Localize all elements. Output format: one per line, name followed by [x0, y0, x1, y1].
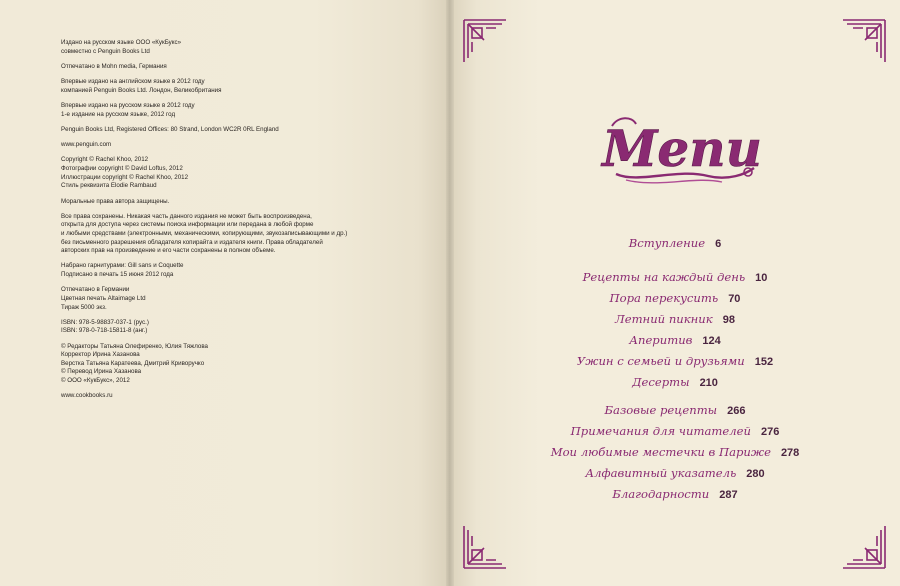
toc-entry-label: Примечания для читателей	[570, 424, 751, 438]
imprint-line: Набрано гарнитурами: Gill sans и Coquette	[61, 262, 184, 270]
toc-entry-page-number: 6	[715, 238, 722, 250]
imprint-line: 1-е издание на русском языке, 2012 год	[61, 110, 176, 118]
toc-entry-page-number: 124	[702, 335, 721, 347]
imprint-line: Моральные права автора защищены.	[61, 197, 170, 205]
imprint-line: Цветная печать Altaimage Ltd	[61, 294, 146, 302]
toc-entry-page-number: 70	[728, 293, 741, 305]
toc-entry[interactable]	[540, 375, 810, 395]
toc-entry[interactable]	[540, 333, 810, 353]
toc-entry-page-number: 152	[754, 356, 774, 368]
toc-entry-label: Рецепты на каждый день	[582, 270, 746, 284]
imprint-line: ISBN: 978-5-98837-037-1 (рус.)	[61, 318, 149, 326]
imprint-paragraph	[61, 213, 361, 256]
imprint-paragraph	[61, 63, 361, 72]
imprint-line: Верстка Татьяна Каратеева, Дмитрий Криворучко	[61, 359, 205, 367]
imprint-line: © Перевод Ирина Хазанова	[61, 368, 142, 376]
corner-ornament-top-right-icon	[841, 18, 887, 64]
toc-entry-label: Благодарности	[612, 487, 710, 501]
imprint-line: без письменного разрешения обладателя копирайта и издателя книги. Права обладателей	[61, 238, 323, 246]
toc-entry[interactable]	[540, 466, 810, 486]
imprint-line: Корректор Ирина Хазанова	[61, 351, 140, 359]
toc-entry[interactable]	[540, 291, 810, 311]
imprint-paragraph	[61, 102, 361, 119]
toc-entry[interactable]	[540, 487, 810, 507]
imprint-line: Отпечатано в Mohn media, Германия	[61, 62, 167, 70]
imprint-paragraph	[61, 156, 361, 190]
imprint-line: www.penguin.com	[61, 141, 112, 149]
imprint-line: компанией Penguin Books Ltd. Лондон, Великобритания	[61, 86, 222, 94]
imprint-line: Издано на русском языке ООО «КукБукс»	[61, 39, 182, 46]
toc-entry-page-number: 98	[722, 314, 735, 326]
toc-entry-label: Аперитив	[629, 333, 693, 347]
imprint-line: Copyright © Rachel Khoo, 2012	[61, 156, 149, 164]
toc-entry-label: Базовые рецепты	[604, 403, 718, 417]
imprint-paragraph	[61, 126, 361, 135]
imprint-line: Стиль реквизита Elodie Rambaud	[61, 182, 157, 190]
imprint-line: и любыми средствами (электронными, механическими, копирующими, звукозаписывающими и др.)	[61, 230, 348, 237]
imprint-line: © ООО «КукБукс», 2012	[61, 377, 130, 385]
toc-entry[interactable]	[540, 445, 810, 465]
toc-entry-page-number: 278	[780, 447, 800, 459]
imprint-paragraph	[61, 286, 361, 312]
imprint-line: Фотографии copyright © David Loftus, 2012	[61, 165, 183, 173]
imprint-line: Впервые издано на английском языке в 2012 году	[61, 78, 205, 86]
imprint-paragraph	[61, 262, 361, 279]
toc-entry-label: Вступление	[628, 236, 706, 250]
imprint-text	[61, 39, 361, 408]
imprint-line: www.cookbooks.ru	[61, 392, 113, 400]
toc-entry-page-number: 287	[719, 489, 738, 501]
imprint-paragraph	[61, 198, 361, 207]
imprint-paragraph	[61, 39, 361, 56]
toc-entry[interactable]	[540, 354, 810, 374]
imprint-line: Отпечатано в Германии	[61, 286, 130, 294]
book-gutter	[446, 0, 454, 586]
menu-title-text: Menu	[602, 119, 762, 178]
toc-entry-label: Алфавитный указатель	[585, 466, 737, 480]
imprint-paragraph	[61, 141, 361, 150]
toc-entry[interactable]	[540, 403, 810, 423]
toc-entry-page-number: 276	[760, 426, 780, 438]
toc-entry[interactable]	[540, 312, 810, 332]
corner-ornament-top-left-icon	[462, 18, 508, 64]
imprint-paragraph	[61, 78, 361, 95]
toc-entry[interactable]	[540, 270, 810, 290]
toc-entry-label: Десерты	[632, 375, 690, 389]
toc-entry-page-number: 10	[755, 272, 768, 284]
imprint-line: Penguin Books Ltd, Registered Offices: 80 Strand, London WC2R 0RL England	[61, 125, 279, 133]
imprint-line: ISBN: 978-0-718-15811-8 (анг.)	[61, 327, 148, 335]
imprint-line: открыта для доступа через системы поиска информации или передана в любой форме	[61, 221, 314, 229]
toc-entry[interactable]	[540, 424, 810, 444]
imprint-line: Подписано в печать 15 июня 2012 года	[61, 271, 174, 279]
toc-entry-page-number: 266	[727, 405, 746, 417]
imprint-paragraph	[61, 343, 361, 386]
imprint-line: совместно с Penguin Books Ltd	[61, 47, 150, 55]
imprint-paragraph	[61, 319, 361, 336]
toc-entry-page-number: 210	[699, 377, 718, 389]
corner-ornament-bottom-right-icon	[841, 524, 887, 570]
toc-entry-page-number: 280	[746, 468, 765, 480]
toc-entry-label: Пора перекусить	[609, 291, 719, 305]
menu-title	[598, 110, 766, 192]
toc-entry[interactable]	[540, 236, 810, 256]
imprint-line: авторских прав на произведение и его части сохранены в полном объеме.	[61, 247, 276, 255]
imprint-paragraph	[61, 392, 361, 401]
toc-entry-label: Летний пикник	[615, 312, 713, 326]
imprint-line: Впервые издано на русском языке в 2012 году	[61, 102, 195, 110]
imprint-line: Все права сохранены. Никакая часть данного издания не может быть воспроизведена,	[61, 212, 312, 220]
toc-entry-label: Ужин с семьей и друзьями	[576, 354, 745, 368]
imprint-line: © Редакторы Татьяна Олефиренко, Юлия Тяжлова	[61, 342, 208, 350]
imprint-line: Иллюстрации copyright © Rachel Khoo, 2012	[61, 173, 189, 181]
corner-ornament-bottom-left-icon	[462, 524, 508, 570]
imprint-line: Тираж 5000 экз.	[61, 303, 107, 311]
toc-entry-label: Мои любимые местечки в Париже	[550, 445, 771, 459]
